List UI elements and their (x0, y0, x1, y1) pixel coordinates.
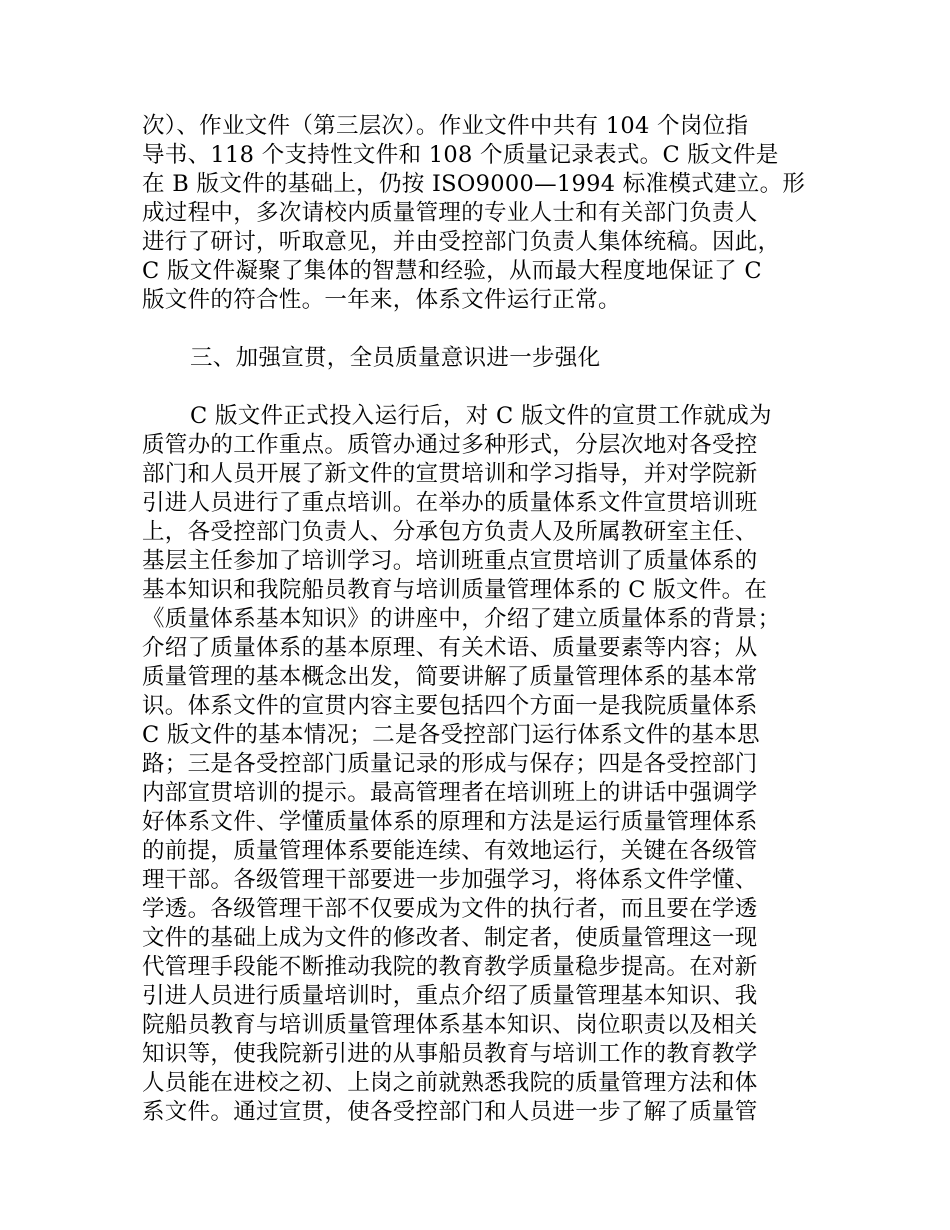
text-line: C 版文件的基本情况；二是各受控部门运行体系文件的基本思 (142, 722, 760, 748)
text-line: 在 B 版文件的基础上，仍按 ISO9000—1994 标准模式建立。形 (142, 171, 806, 197)
text-line: 人员能在进校之初、上岗之前就熟悉我院的质量管理方法和体 (142, 1070, 758, 1096)
text-line: 导书、118 个支持性文件和 108 个质量记录表式。C 版文件是 (142, 142, 779, 168)
text-line: 系文件。通过宣贯，使各受控部门和人员进一步了解了质量管 (142, 1099, 758, 1125)
section-heading: 三、加强宣贯，全员质量意识进一步强化 (190, 345, 601, 371)
text-line: 引进人员进行了重点培训。在举办的质量体系文件宣贯培训班 (142, 490, 758, 516)
text-line: 识。体系文件的宣贯内容主要包括四个方面一是我院质量体系 (142, 693, 758, 719)
text-line: 文件的基础上成为文件的修改者、制定者，使质量管理这一现 (142, 925, 758, 951)
text-line: C 版文件凝聚了集体的智慧和经验，从而最大程度地保证了 C (142, 258, 762, 284)
text-line: 的前提，质量管理体系要能连续、有效地运行，关键在各级管 (142, 838, 758, 864)
text-line: 质量管理的基本概念出发，简要讲解了质量管理体系的基本常 (142, 664, 758, 690)
text-line: 部门和人员开展了新文件的宣贯培训和学习指导，并对学院新 (142, 461, 758, 487)
text-line: 次）、作业文件（第三层次）。作业文件中共有 104 个岗位指 (142, 113, 749, 139)
document-page (142, 112, 832, 1127)
text-line: 成过程中，多次请校内质量管理的专业人士和有关部门负责人 (142, 200, 758, 226)
paragraph-spacer (142, 373, 832, 402)
text-line: 基本知识和我院船员教育与培训质量管理体系的 C 版文件。在 (142, 577, 768, 603)
paragraph-continuation (142, 112, 832, 315)
text-line: 进行了研讨，听取意见，并由受控部门负责人集体统稿。因此， (142, 229, 781, 255)
text-line: 引进人员进行质量培训时，重点介绍了质量管理基本知识、我 (142, 983, 758, 1009)
text-line: 《质量体系基本知识》的讲座中，介绍了建立质量体系的背景； (142, 606, 781, 632)
text-line: 质管办的工作重点。质管办通过多种形式，分层次地对各受控 (142, 432, 758, 458)
text-line: 路；三是各受控部门质量记录的形成与保存；四是各受控部门 (142, 751, 758, 777)
text-line: 代管理手段能不断推动我院的教育教学质量稳步提高。在对新 (142, 954, 758, 980)
text-line: 上，各受控部门负责人、分承包方负责人及所属教研室主任、 (142, 519, 758, 545)
paragraph-spacer (142, 315, 832, 344)
text-line: 院船员教育与培训质量管理体系基本知识、岗位职责以及相关 (142, 1012, 758, 1038)
text-line: 基层主任参加了培训学习。培训班重点宣贯培训了质量体系的 (142, 548, 758, 574)
text-line: 好体系文件、学懂质量体系的原理和方法是运行质量管理体系 (142, 809, 758, 835)
text-line: 介绍了质量体系的基本原理、有关术语、质量要素等内容；从 (142, 635, 758, 661)
text-line: 内部宣贯培训的提示。最高管理者在培训班上的讲话中强调学 (142, 780, 758, 806)
text-line: 学透。各级管理干部不仅要成为文件的执行者，而且要在学透 (142, 896, 758, 922)
paragraph-body (142, 402, 832, 1127)
text-line: 理干部。各级管理干部要进一步加强学习，将体系文件学懂、 (142, 867, 758, 893)
text-line: C 版文件正式投入运行后，对 C 版文件的宣贯工作就成为 (190, 403, 772, 429)
text-line: 版文件的符合性。一年来，体系文件运行正常。 (142, 287, 621, 313)
text-line: 知识等，使我院新引进的从事船员教育与培训工作的教育教学 (142, 1041, 758, 1067)
